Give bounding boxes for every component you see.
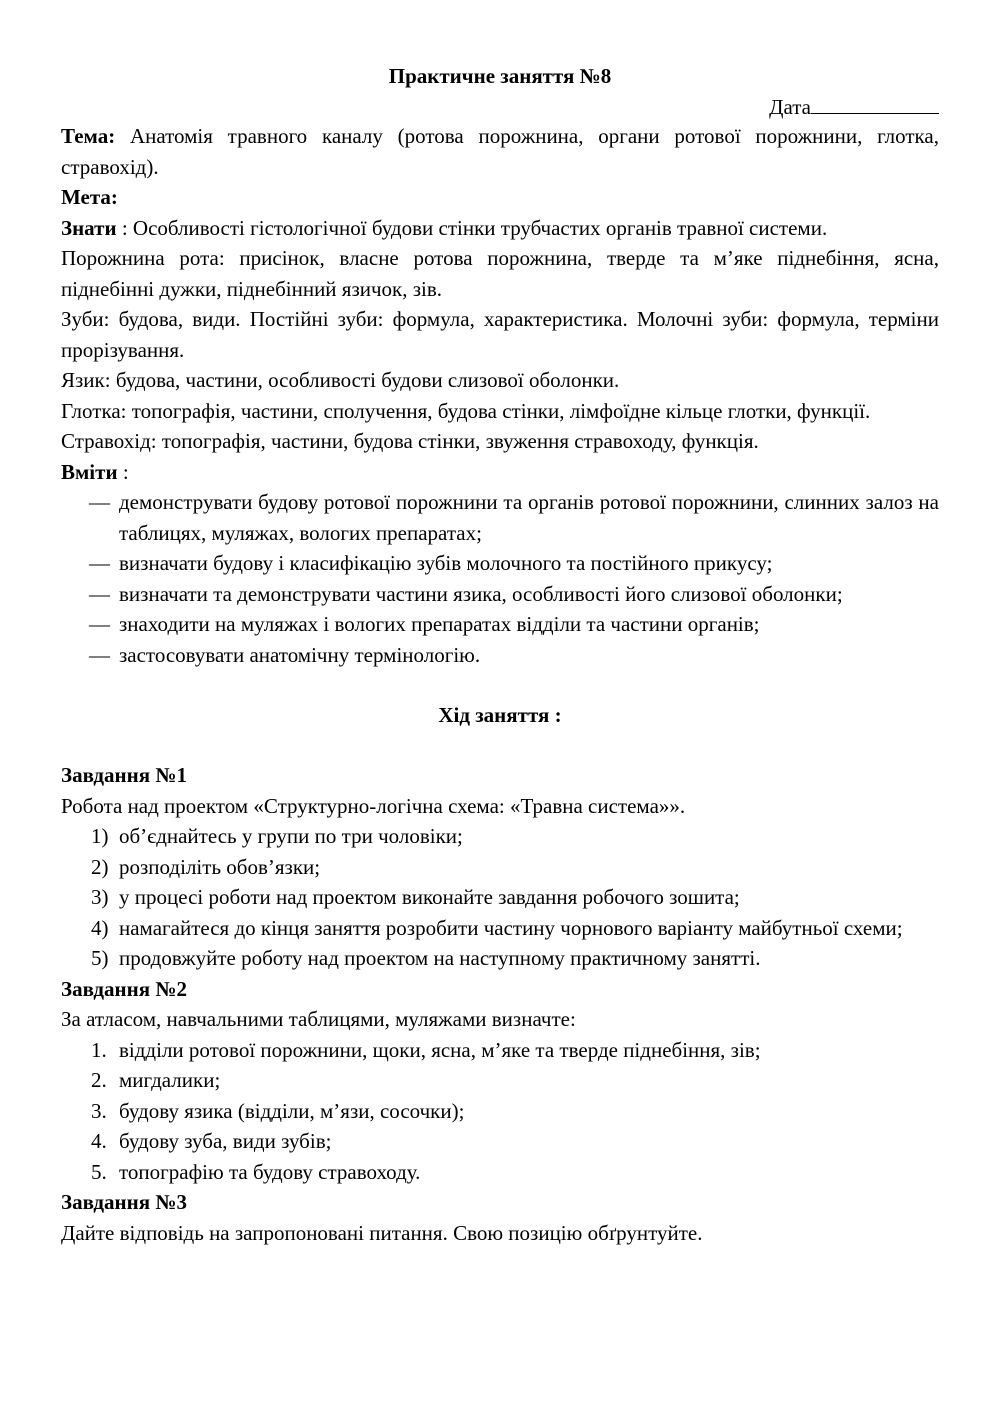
list-item: — визначати будову і класифікацію зубів молочного та постійного прикусу; <box>89 551 773 575</box>
paragraph-mouth: Порожнина рота: присінок, власне ротова порожнина, тверде та м’яке піднебіння, ясна, піднебінні дужки, піднебінний язичок, зів. <box>61 246 939 301</box>
list-item: 2) розподіліть обов’язки; <box>91 854 321 879</box>
topic-label: Тема: <box>61 124 116 148</box>
task3-intro: Дайте відповідь на запропоновані питання. Свою позицію обґрунтуйте. <box>61 1220 703 1245</box>
list-item: 5. топографію та будову стравоходу. <box>91 1159 421 1184</box>
skills-list <box>61 487 939 670</box>
document-body <box>61 61 939 1248</box>
list-item: — знаходити на муляжах і вологих препаратах відділи та частини органів; <box>89 612 760 636</box>
list-item: 3. будову язика (відділи, м’язи, сосочки); <box>91 1098 465 1123</box>
paragraph-pharynx: Глотка: топографія, частини, сполучення, будова стінки, лімфоїдне кільце глотки, функції. <box>61 398 871 423</box>
paragraph-teeth: Зуби: будова, види. Постійні зуби: формула, характеристика. Молочні зуби: формула, терміни прорізування. <box>61 307 939 362</box>
list-item: 5) продовжуйте роботу над проектом на наступному практичному занятті. <box>91 946 761 970</box>
list-item: 4) намагайтеся до кінця заняття розробити частину чорнового варіанту майбутньої схеми; <box>91 915 903 940</box>
course-title: Хід заняття : <box>438 703 562 727</box>
task1-intro: Робота над проектом «Структурно-логічна схема: «Травна система»». <box>61 793 686 818</box>
page-title: Практичне заняття №8 <box>388 64 612 88</box>
date-field <box>61 91 939 121</box>
know-paragraph <box>61 213 939 244</box>
list-item: 4. будову зуба, види зубів; <box>91 1129 332 1153</box>
list-item: — застосовувати анатомічну термінологію. <box>89 642 481 667</box>
date-label: Дата <box>769 95 811 119</box>
list-item: — визначати та демонструвати частини язика, особливості його слизової оболонки; <box>89 581 843 606</box>
task2-list <box>61 1035 939 1188</box>
skills-heading: Вміти : <box>61 459 129 484</box>
topic-paragraph <box>61 121 939 182</box>
paragraph-tongue: Язик: будова, частини, особливості будови слизової оболонки. <box>61 368 620 392</box>
task3-title: Завдання №3 <box>61 1190 187 1214</box>
topic-text: Анатомія травного каналу (ротова порожнина, органи ротової порожнини, глотка, стравохід). <box>61 124 939 179</box>
skills-label: Вміти <box>61 459 118 484</box>
task1-title: Завдання №1 <box>61 763 187 787</box>
list-item: — демонструвати будову ротової порожнини та органів ротової порожнини, слинних залоз на таблицях, муляжах, вологих препаратах; <box>89 490 939 545</box>
list-item: 1) об’єднайтесь у групи по три чоловіки; <box>91 824 463 848</box>
list-item: 2. мигдалики; <box>91 1068 221 1092</box>
paragraph-esophagus: Стравохід: топографія, частини, будова стінки, звуження стравоходу, функція. <box>61 429 759 453</box>
goal-heading: Мета: <box>61 185 118 209</box>
task2-intro: За атласом, навчальними таблицями, муляжами визначте: <box>61 1007 576 1031</box>
task1-list <box>61 821 939 974</box>
date-blank-line <box>811 91 939 114</box>
list-item: 3) у процесі роботи над проектом виконайте завдання робочого зошита; <box>91 885 740 909</box>
know-label: Знати <box>61 215 117 240</box>
task2-title: Завдання №2 <box>61 976 187 1001</box>
know-text: : Особливості гістологічної будови стінки трубчастих органів травної системи. <box>116 215 828 240</box>
list-item: 1. відділи ротової порожнини, щоки, ясна, м’яке та тверде піднебіння, зів; <box>91 1037 761 1062</box>
